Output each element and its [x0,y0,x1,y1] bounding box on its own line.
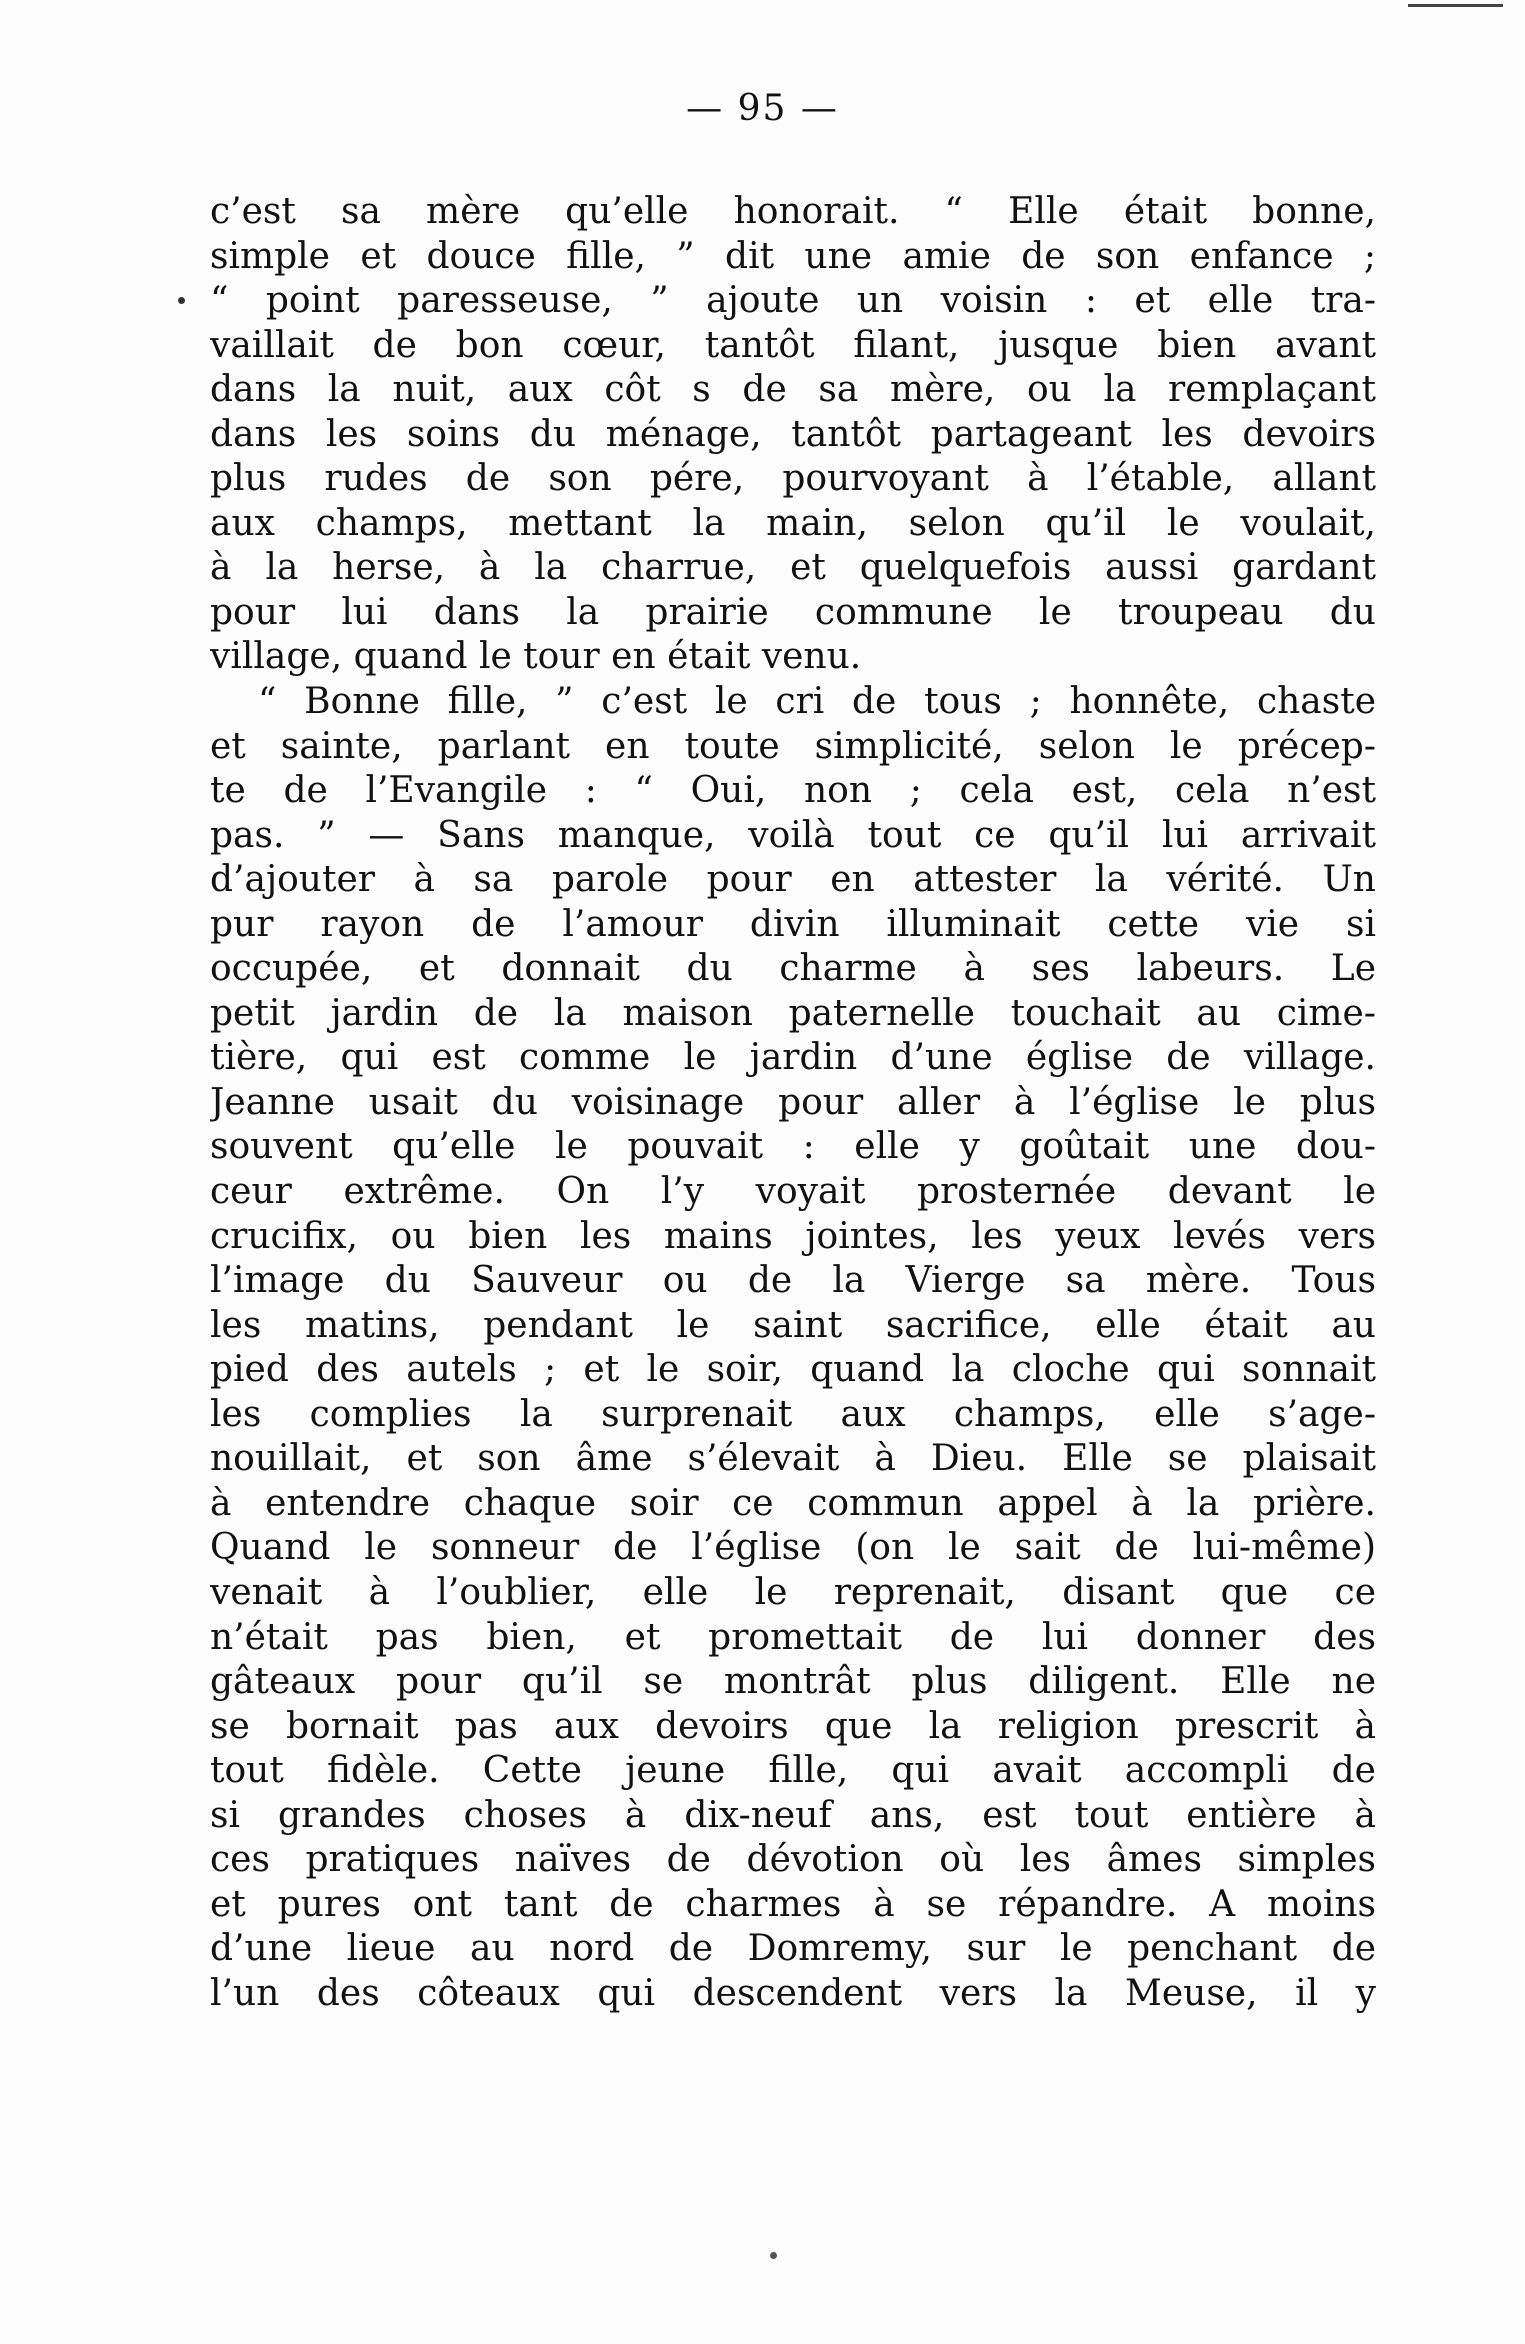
text-line: plus rudes de son pére, pourvoyant à l’étable, allant [210,458,1376,500]
text-line: et pures ont tant de charmes à se répandre. A moins [210,1883,1376,1925]
page-number: — 95 — [686,88,839,129]
body-text [210,190,1376,2016]
text-line: pas. ” — Sans manque, voilà tout ce qu’il lui arrivait [210,814,1376,856]
text-line: crucifix, ou bien les mains jointes, les yeux levés vers [210,1215,1376,1257]
text-line: l’un des côteaux qui descendent vers la Meuse, il y [210,1972,1376,2014]
text-line: à la herse, à la charrue, et quelquefois aussi gardant [210,547,1376,589]
text-line: petit jardin de la maison paternelle touchait au cime- [210,992,1376,1034]
text-line: aux champs, mettant la main, selon qu’il le voulait, [210,502,1376,544]
text-line: souvent qu’elle le pouvait : elle y goûtait une dou- [210,1126,1376,1168]
text-line: tout fidèle. Cette jeune fille, qui avait accompli de [210,1750,1376,1792]
text-line: nouillait, et son âme s’élevait à Dieu. Elle se plaisait [210,1438,1376,1480]
text-line: n’était pas bien, et promettait de lui donner des [210,1616,1376,1658]
text-line: c’est sa mère qu’elle honorait. “ Elle était bonne, [210,191,1376,232]
text-line: ceur extrême. On l’y voyait prosternée devant le [210,1171,1376,1213]
print-speck [770,2252,777,2259]
text-line: dans les soins du ménage, tantôt partageant les devoirs [210,413,1376,455]
text-line: les complies la surprenait aux champs, elle s’age- [210,1393,1376,1435]
text-line: pur rayon de l’amour divin illuminait cette vie si [210,903,1376,945]
text-line: tière, qui est comme le jardin d’une église de village. [210,1037,1376,1079]
text-line: l’image du Sauveur ou de la Vierge sa mère. Tous [210,1260,1376,1302]
text-line: d’ajouter à sa parole pour en attester la vérité. Un [210,859,1376,901]
text-line: pour lui dans la prairie commune le troupeau du [210,591,1376,633]
text-line: simple et douce fille, ” dit une amie de son enfance ; [210,235,1376,277]
text-line: gâteaux pour qu’il se montrât plus diligent. Elle ne [210,1661,1376,1703]
text-line: dans la nuit, aux côt s de sa mère, ou la remplaçant [210,369,1376,411]
margin-mark [178,297,185,304]
text-line: te de l’Evangile : “ Oui, non ; cela est, cela n’est [210,770,1376,812]
text-line: si grandes choses à dix-neuf ans, est tout entière à [210,1794,1376,1836]
text-line: à entendre chaque soir ce commun appel à la prière. [210,1482,1376,1524]
text-line: village, quand le tour en était venu. [210,636,862,678]
corner-rule [1408,4,1503,7]
text-line: d’une lieue au nord de Domremy, sur le penchant de [210,1928,1376,1970]
text-line: Quand le sonneur de l’église (on le sait de lui-même) [210,1527,1376,1569]
text-line: ces pratiques naïves de dévotion où les âmes simples [210,1839,1376,1881]
text-line: Jeanne usait du voisinage pour aller à l’église le plus [210,1081,1376,1123]
text-line: occupée, et donnait du charme à ses labeurs. Le [210,948,1376,990]
text-line: et sainte, parlant en toute simplicité, selon le précep- [210,725,1376,767]
text-line: “ point paresseuse, ” ajoute un voisin : et elle tra- [210,280,1376,322]
text-line: vaillait de bon cœur, tantôt filant, jusque bien avant [210,324,1376,366]
text-line: les matins, pendant le saint sacrifice, elle était au [210,1304,1376,1346]
text-line: venait à l’oublier, elle le reprenait, disant que ce [210,1571,1376,1613]
text-line: “ Bonne fille, ” c’est le cri de tous ; honnête, chaste [258,681,1376,723]
text-line: pied des autels ; et le soir, quand la cloche qui sonnait [210,1349,1376,1391]
text-line: se bornait pas aux devoirs que la religion prescrit à [210,1705,1376,1747]
